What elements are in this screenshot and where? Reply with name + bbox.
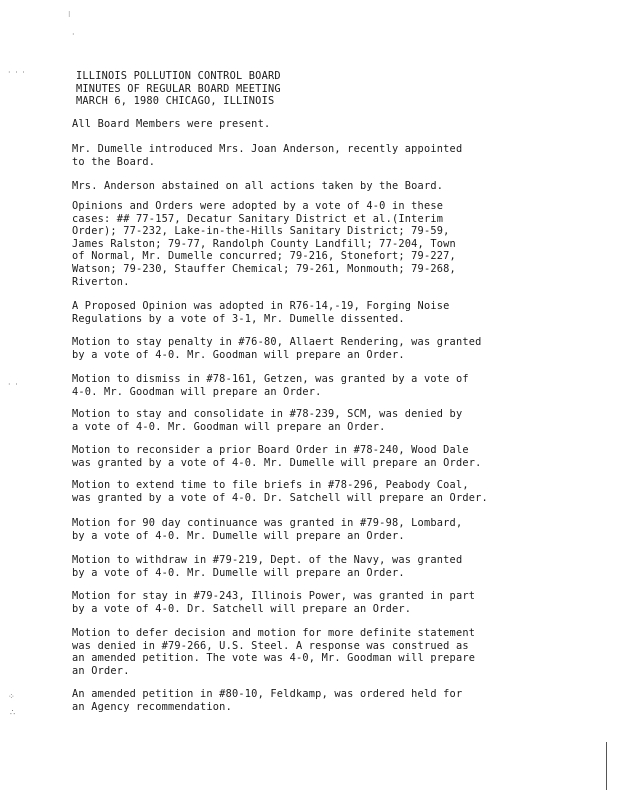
- text-line: Motion for 90 day continuance was granted in #79-98, Lombard,: [72, 517, 463, 529]
- text-line: Riverton.: [72, 275, 130, 288]
- paragraph-introduction: [72, 143, 537, 168]
- text-line: by a vote of 4-0. Dr. Satchell will prepare an Order.: [72, 602, 412, 615]
- text-line: Mr. Dumelle introduced Mrs. Joan Anderson, recently appointed: [72, 143, 463, 155]
- paragraph-abstention: [72, 180, 537, 193]
- text-line: was granted by a vote of 4-0. Dr. Satchell will prepare an Order.: [72, 491, 488, 504]
- scan-speck-left-2: · ·: [8, 380, 19, 389]
- text-line: by a vote of 4-0. Mr. Dumelle will prepare an Order.: [72, 529, 405, 542]
- text-line: Regulations by a vote of 3-1, Mr. Dumelle dissented.: [72, 312, 405, 325]
- text-line: Watson; 79-230, Stauffer Chemical; 79-261, Monmouth; 79-268,: [72, 262, 456, 275]
- text-line: was granted by a vote of 4-0. Mr. Dumelle will prepare an Order.: [72, 456, 482, 469]
- paragraph-amended-petition-80-10: [72, 688, 537, 713]
- paragraph-motion-78-296: [72, 479, 537, 504]
- scan-speck-top-2: ·: [72, 30, 76, 39]
- scan-speck-left-3: ⁘: [8, 692, 16, 701]
- text-line: James Ralston; 79-77, Randolph County Landfill; 77-204, Town: [72, 237, 456, 250]
- scan-speck-left-4: ∴: [10, 708, 17, 717]
- paragraph-motion-78-239: [72, 408, 537, 433]
- paragraph-motion-79-219: [72, 554, 537, 579]
- text-line: by a vote of 4-0. Mr. Dumelle will prepare an Order.: [72, 566, 405, 579]
- text-line: an Order.: [72, 664, 130, 677]
- scan-speck-left-1: · · ·: [8, 68, 26, 77]
- text-line: of Normal, Mr. Dumelle concurred; 79-216, Stonefort; 79-227,: [72, 250, 456, 263]
- text-line: cases: ## 77-157, Decatur Sanitary District et al.(Interim: [72, 212, 444, 225]
- text-line: Motion to withdraw in #79-219, Dept. of the Navy, was granted: [72, 554, 463, 566]
- text-line: Motion for stay in #79-243, Illinois Power, was granted in part: [72, 590, 476, 602]
- text-line: Motion to defer decision and motion for more definite statement: [72, 627, 476, 639]
- text-line: Motion to extend time to file briefs in #78-296, Peabody Coal,: [72, 479, 469, 491]
- header-title: ILLINOIS POLLUTION CONTROL BOARD: [76, 70, 281, 82]
- text-line: a vote of 4-0. Mr. Goodman will prepare an Order.: [72, 420, 386, 433]
- text-line: An amended petition in #80-10, Feldkamp, was ordered held for: [72, 688, 463, 700]
- text-line: Motion to stay and consolidate in #78-239, SCM, was denied by: [72, 408, 463, 420]
- paragraph-attendance: [72, 118, 537, 131]
- text-line: Opinions and Orders were adopted by a vote of 4-0 in these: [72, 200, 444, 212]
- document-header: [76, 70, 281, 108]
- text-line: Motion to stay penalty in #76-80, Allaert Rendering, was granted: [72, 336, 482, 348]
- scan-edge-mark: [606, 742, 607, 790]
- scan-speck-top: ⁝: [68, 10, 72, 19]
- paragraph-motion-78-161: [72, 373, 537, 398]
- header-date-location: MARCH 6, 1980 CHICAGO, ILLINOIS: [76, 95, 275, 108]
- paragraph-motion-79-243: [72, 590, 537, 615]
- text-line: an amended petition. The vote was 4-0, Mr. Goodman will prepare: [72, 652, 476, 665]
- header-subtitle: MINUTES OF REGULAR BOARD MEETING: [76, 82, 281, 95]
- paragraph-proposed-opinion: [72, 300, 537, 325]
- text-line: 4-0. Mr. Goodman will prepare an Order.: [72, 385, 322, 398]
- text-line: an Agency recommendation.: [72, 700, 232, 713]
- text-line: by a vote of 4-0. Mr. Goodman will prepare an Order.: [72, 348, 405, 361]
- paragraph-motion-79-98: [72, 517, 537, 542]
- text-line: All Board Members were present.: [72, 118, 271, 130]
- paragraph-motion-79-266: [72, 627, 537, 677]
- text-line: Order); 77-232, Lake-in-the-Hills Sanitary District; 79-59,: [72, 225, 450, 238]
- text-line: Motion to reconsider a prior Board Order in #78-240, Wood Dale: [72, 444, 469, 456]
- paragraph-motion-76-80: [72, 336, 537, 361]
- paragraph-opinions-adopted: [72, 200, 537, 288]
- text-line: A Proposed Opinion was adopted in R76-14,-19, Forging Noise: [72, 300, 450, 312]
- text-line: Motion to dismiss in #78-161, Getzen, was granted by a vote of: [72, 373, 469, 385]
- text-line: to the Board.: [72, 155, 156, 168]
- paragraph-motion-78-240: [72, 444, 537, 469]
- text-line: Mrs. Anderson abstained on all actions taken by the Board.: [72, 180, 444, 192]
- text-line: was denied in #79-266, U.S. Steel. A response was construed as: [72, 639, 469, 652]
